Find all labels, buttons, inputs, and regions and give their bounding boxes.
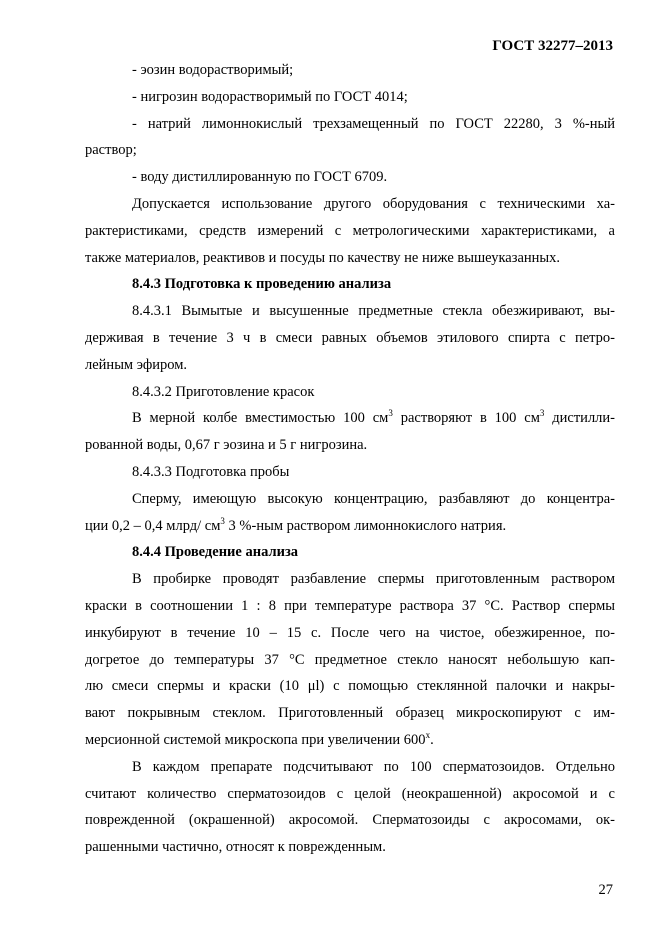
section-heading: 8.4.4 Проведение анализа (132, 544, 299, 561)
paragraph-line (85, 513, 615, 540)
paragraph-line: также материалов, реактивов и посуды по качеству не ниже вышеуказанных. (85, 249, 561, 266)
paragraph-line: Допускается использование другого оборудования с техническими ха- (132, 195, 615, 212)
page-body (85, 57, 615, 861)
paragraph-line: лю смеси спермы и краски (10 μl) с помощью стеклянной палочки и накры- (85, 678, 615, 695)
paragraph-line (85, 405, 615, 432)
page-number: 27 (598, 882, 613, 898)
list-item: - воду дистиллированную по ГОСТ 6709. (132, 169, 388, 186)
text-span: 3 %-ным раствором лимоннокислого натрия. (224, 517, 507, 534)
paragraph-line: рактеристиками, средств измерений с метрологическими характеристиками, а (85, 222, 615, 239)
text-line: раствор; (85, 142, 137, 159)
paragraph-line: рашенными частично, относят к поврежденным. (85, 839, 386, 856)
superscript: х (425, 730, 431, 741)
paragraph-line: В пробирке проводят разбавление спермы приготовленным раствором (132, 571, 615, 588)
document-header: ГОСТ 32277–2013 (492, 38, 613, 54)
paragraph-line: лейным эфиром. (85, 356, 188, 373)
paragraph-line: вают покрывным стеклом. Приготовленный образец микроскопируют с им- (85, 705, 615, 722)
subsection-heading: 8.4.3.3 Подготовка пробы (132, 463, 290, 480)
superscript: 3 (220, 515, 225, 526)
paragraph-line: считают количество сперматозоидов с целой (неокрашенной) акросомой и с (85, 785, 615, 802)
paragraph-line: 8.4.3.1 Вымытые и высушенные предметные стекла обезжиривают, вы- (132, 303, 615, 320)
paragraph-line: рованной воды, 0,67 г эозина и 5 г нигрозина. (85, 437, 368, 454)
paragraph-line: держивая в течение 3 ч в смеси равных объемов этилового спирта с петро- (85, 329, 615, 346)
list-item: - нигрозин водорастворимый по ГОСТ 4014; (132, 88, 408, 105)
paragraph-line: краски в соотношении 1 : 8 при температуре раствора 37 °С. Раствор спермы (85, 597, 615, 614)
text-span: . (430, 731, 434, 748)
subsection-heading: 8.4.3.2 Приготовление красок (132, 383, 315, 400)
paragraph-line: Сперму, имеющую высокую концентрацию, разбавляют до концентра- (132, 490, 615, 507)
text-span: дистилли- (544, 410, 615, 427)
section-heading: 8.4.3 Подготовка к проведению анализа (132, 276, 392, 293)
paragraph-line: догретое до температуры 37 °С предметное стекло наносят небольшую кап- (85, 651, 615, 668)
list-item: - эозин водорастворимый; (132, 62, 294, 78)
superscript: 3 (388, 408, 393, 419)
superscript: 3 (539, 408, 545, 419)
paragraph-line (85, 727, 615, 754)
paragraph-line: В каждом препарате подсчитывают по 100 сперматозоидов. Отдельно (132, 758, 615, 775)
text-span: растворяют в 100 см (392, 410, 540, 427)
paragraph-line: инкубируют в течение 10 – 15 с. После чего на чистое, обезжиренное, по- (85, 624, 615, 641)
list-item: - натрий лимоннокислый трехзамещенный по ГОСТ 22280, 3 %-ный (132, 115, 615, 132)
text-span: мерсионной системой микроскопа при увеличении 600 (85, 731, 426, 748)
paragraph-line: поврежденной (окрашенной) акросомой. Сперматозоиды с акросомами, ок- (85, 812, 615, 829)
text-span: ции 0,2 – 0,4 млрд/ см (85, 517, 221, 534)
text-span: В мерной колбе вместимостью 100 см (132, 410, 389, 427)
